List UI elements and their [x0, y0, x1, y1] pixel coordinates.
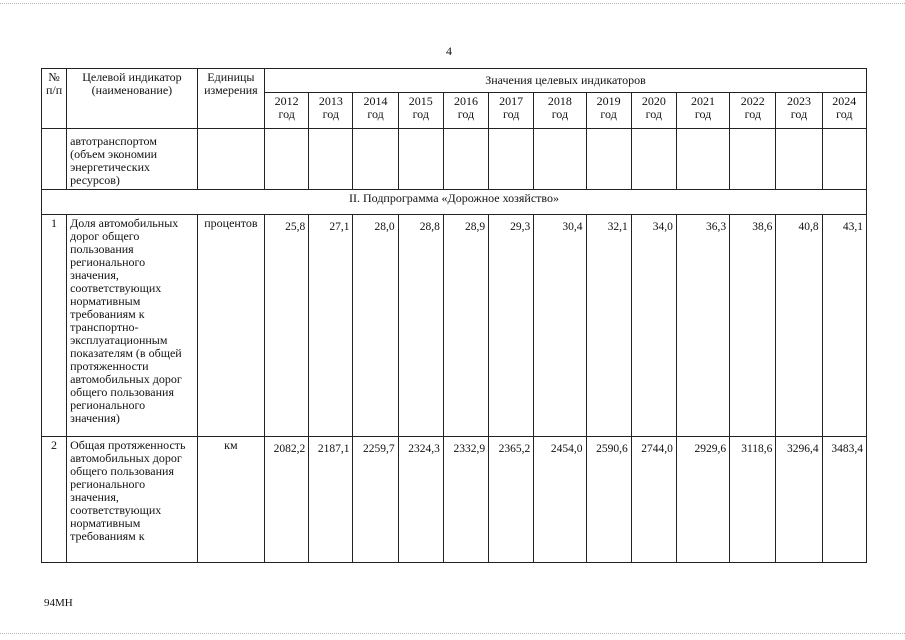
indicator-name-cell: Доля автомобильных дорог общего пользования регионального значения, соответствующих нормативным требованиям к транспортно-эксплуатационным показателям (в общей протяженности автомобильных дорог общего пользования регионального значения) — [67, 215, 198, 437]
unit-cell: км — [197, 437, 264, 563]
value-cell: 2332,9 — [443, 437, 488, 563]
value-cell — [534, 129, 586, 190]
col-name-header: Целевой индикатор (наименование) — [67, 69, 198, 129]
value-cell — [676, 129, 729, 190]
year-header: 2018 год — [534, 93, 586, 129]
value-cell — [586, 129, 631, 190]
value-cell: 2454,0 — [534, 437, 586, 563]
document-code: 94МН — [44, 597, 73, 609]
year-header: 2014 год — [353, 93, 398, 129]
year-header: 2021 год — [676, 93, 729, 129]
value-cell: 2744,0 — [631, 437, 676, 563]
value-cell: 28,8 — [398, 215, 443, 437]
value-cell — [730, 129, 776, 190]
col-unit-header: Единицы измерения — [197, 69, 264, 129]
value-cell: 25,8 — [265, 215, 309, 437]
value-cell: 3118,6 — [730, 437, 776, 563]
value-cell: 30,4 — [534, 215, 586, 437]
value-cell: 38,6 — [730, 215, 776, 437]
value-cell: 2187,1 — [309, 437, 353, 563]
value-cell: 28,0 — [353, 215, 398, 437]
section-row — [42, 190, 867, 215]
value-cell: 32,1 — [586, 215, 631, 437]
value-cell: 34,0 — [631, 215, 676, 437]
year-header: 2020 год — [631, 93, 676, 129]
value-cell: 36,3 — [676, 215, 729, 437]
value-cell: 28,9 — [443, 215, 488, 437]
section-title: II. Подпрограмма «Дорожное хозяйство» — [42, 190, 867, 215]
value-cell: 2259,7 — [353, 437, 398, 563]
value-cell: 43,1 — [822, 215, 866, 437]
value-cell — [309, 129, 353, 190]
year-header: 2015 год — [398, 93, 443, 129]
year-header: 2013 год — [309, 93, 353, 129]
value-cell — [265, 129, 309, 190]
value-cell: 2929,6 — [676, 437, 729, 563]
year-header: 2017 год — [489, 93, 534, 129]
page-number: 4 — [446, 44, 452, 58]
value-cell — [398, 129, 443, 190]
index-cell — [42, 129, 67, 190]
year-header: 2012 год — [265, 93, 309, 129]
col-number-header: № п/п — [42, 69, 67, 129]
header-row — [42, 69, 867, 93]
index-cell: 1 — [42, 215, 67, 437]
year-header: 2022 год — [730, 93, 776, 129]
value-cell — [443, 129, 488, 190]
table-row — [42, 437, 867, 563]
indicators-table — [41, 68, 867, 563]
scan-edge-bottom — [0, 633, 905, 636]
value-cell: 3296,4 — [776, 437, 822, 563]
value-cell: 27,1 — [309, 215, 353, 437]
unit-cell: процентов — [197, 215, 264, 437]
table-row-continuation — [42, 129, 867, 190]
value-cell: 2082,2 — [265, 437, 309, 563]
value-cell — [776, 129, 822, 190]
scan-edge-top — [0, 3, 905, 6]
value-cell — [489, 129, 534, 190]
value-cell: 2324,3 — [398, 437, 443, 563]
value-cell — [353, 129, 398, 190]
year-header: 2023 год — [776, 93, 822, 129]
values-title-header: Значения целевых индикаторов — [265, 69, 867, 93]
indicator-name-cell: автотранспортом (объем экономии энергетических ресурсов) — [67, 129, 198, 190]
table-row — [42, 215, 867, 437]
index-cell: 2 — [42, 437, 67, 563]
year-header: 2019 год — [586, 93, 631, 129]
value-cell — [631, 129, 676, 190]
indicator-name-cell: Общая протяженность автомобильных дорог общего пользования регионального значения, соответствующих нормативным требованиям к — [67, 437, 198, 563]
value-cell: 3483,4 — [822, 437, 866, 563]
value-cell: 2590,6 — [586, 437, 631, 563]
year-header: 2016 год — [443, 93, 488, 129]
unit-cell — [197, 129, 264, 190]
value-cell: 29,3 — [489, 215, 534, 437]
value-cell — [822, 129, 866, 190]
year-header: 2024 год — [822, 93, 866, 129]
value-cell: 2365,2 — [489, 437, 534, 563]
value-cell: 40,8 — [776, 215, 822, 437]
